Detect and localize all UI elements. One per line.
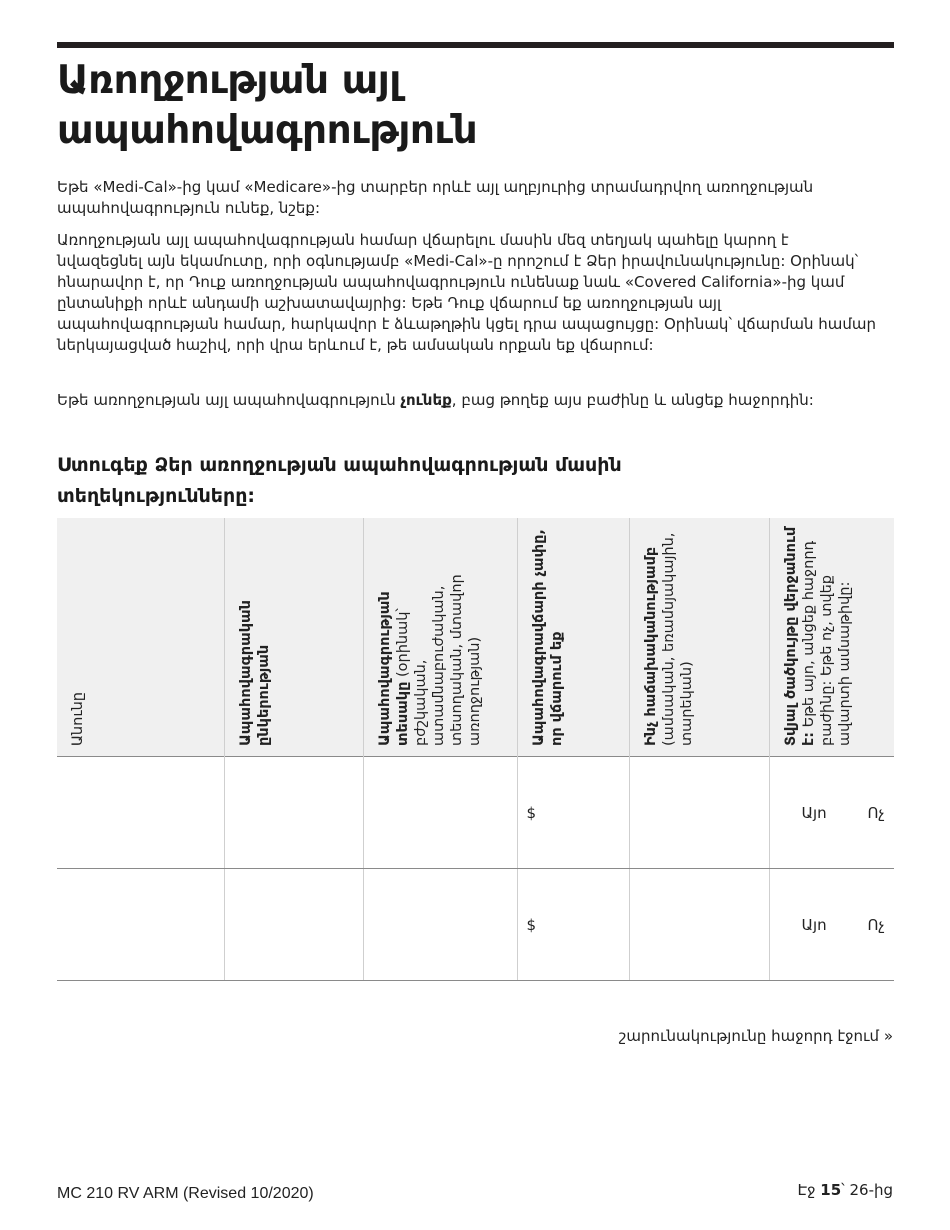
column-header-cost: Ապահովագրավճարի չափը, որ վճարում եք — [517, 518, 629, 757]
yes-option[interactable]: Այո — [801, 916, 827, 934]
page-number: Էջ 15՝ 26-ից — [797, 1181, 893, 1199]
frequency-cell[interactable] — [629, 869, 769, 981]
currency-symbol: $ — [526, 804, 537, 822]
currency-symbol: $ — [526, 916, 537, 934]
no-insurance-emphasis: չունեք — [400, 391, 452, 409]
coverage-ends-cell — [769, 869, 894, 981]
company-cell[interactable] — [224, 869, 363, 981]
cost-cell[interactable] — [517, 757, 629, 869]
coverage-ends-cell — [769, 757, 894, 869]
type-cell[interactable] — [363, 869, 517, 981]
no-option[interactable]: Ոչ — [867, 916, 885, 934]
section-subheading: Ստուգեք Ձեր առողջության ապահովագրության մասին տեղեկությունները: — [57, 454, 622, 507]
company-cell[interactable] — [224, 757, 363, 869]
name-cell[interactable] — [57, 757, 224, 869]
top-rule — [57, 42, 894, 48]
column-header-name: Անունը — [57, 518, 224, 757]
no-option[interactable]: Ոչ — [867, 804, 885, 822]
intro-paragraph-2: Առողջության այլ ապահովագրության համար վճարելու մասին մեզ տեղյակ պահելը կարող է նվազեցնել այն եկամուտը, որի օգնությամբ «Medi-Cal»-ը որոշում է Ձեր իրավունակությունը: Օրինակ՝ հնարավոր է, որ Դուք առողջության ապահովագրություն ունենաք նաև «Covered California»-ից կամ ընտանիքի որևէ անդամի աշխատավայրից: Եթե Դուք վճարում եք առողջության այլ ապահովագրության համար, հարկավոր է ձևաթղթին կցել դրա ապացույցը: Օրինակ՝ վճարման համար ներկայացված հաշիվ, որի վրա երևում է, թե ամսական որքան եք վճարում: — [57, 231, 876, 354]
table-row — [57, 869, 894, 981]
column-header-frequency: Ինչ հաճախականությամբ (ամսական, եռամսյակային, տարեկան) — [629, 518, 769, 757]
column-header-coverage-ends: Տվյալ ծածկույթը վերջանում է: Եթե այո, անցեք հաջորդ բաժինը: Եթե ոչ, տվեք ավարտի ամսաթիվը: — [769, 518, 894, 757]
name-cell[interactable] — [57, 869, 224, 981]
form-id: MC 210 RV ARM (Revised 10/2020) — [57, 1185, 314, 1202]
yes-option[interactable]: Այո — [801, 804, 827, 822]
column-header-company: Ապահովագրական ընկերության — [224, 518, 363, 757]
page-title: Առողջության այլ ապահովագրություն — [57, 58, 478, 153]
insurance-table — [57, 518, 894, 981]
column-header-type: Ապահովագրության տեսակը (օրինակ՝ բժշկական, ատամնաբուժական, տեսողական, մտավոր առողջության) — [363, 518, 517, 757]
intro-paragraph-1: Եթե «Medi-Cal»-ից կամ «Medicare»-ից տարբեր որևէ այլ աղբյուրից տրամադրվող առողջության ապահովագրություն ունեք, նշեք: — [57, 178, 814, 217]
intro-paragraph-3: Եթե առողջության այլ ապահովագրություն չունեք, բաց թողեք այս բաժինը և անցեք հաջորդին: — [57, 391, 814, 409]
cost-cell[interactable] — [517, 869, 629, 981]
continue-note: շարունակությունը հաջորդ էջում » — [618, 1027, 893, 1045]
table-row — [57, 757, 894, 869]
type-cell[interactable] — [363, 757, 517, 869]
frequency-cell[interactable] — [629, 757, 769, 869]
